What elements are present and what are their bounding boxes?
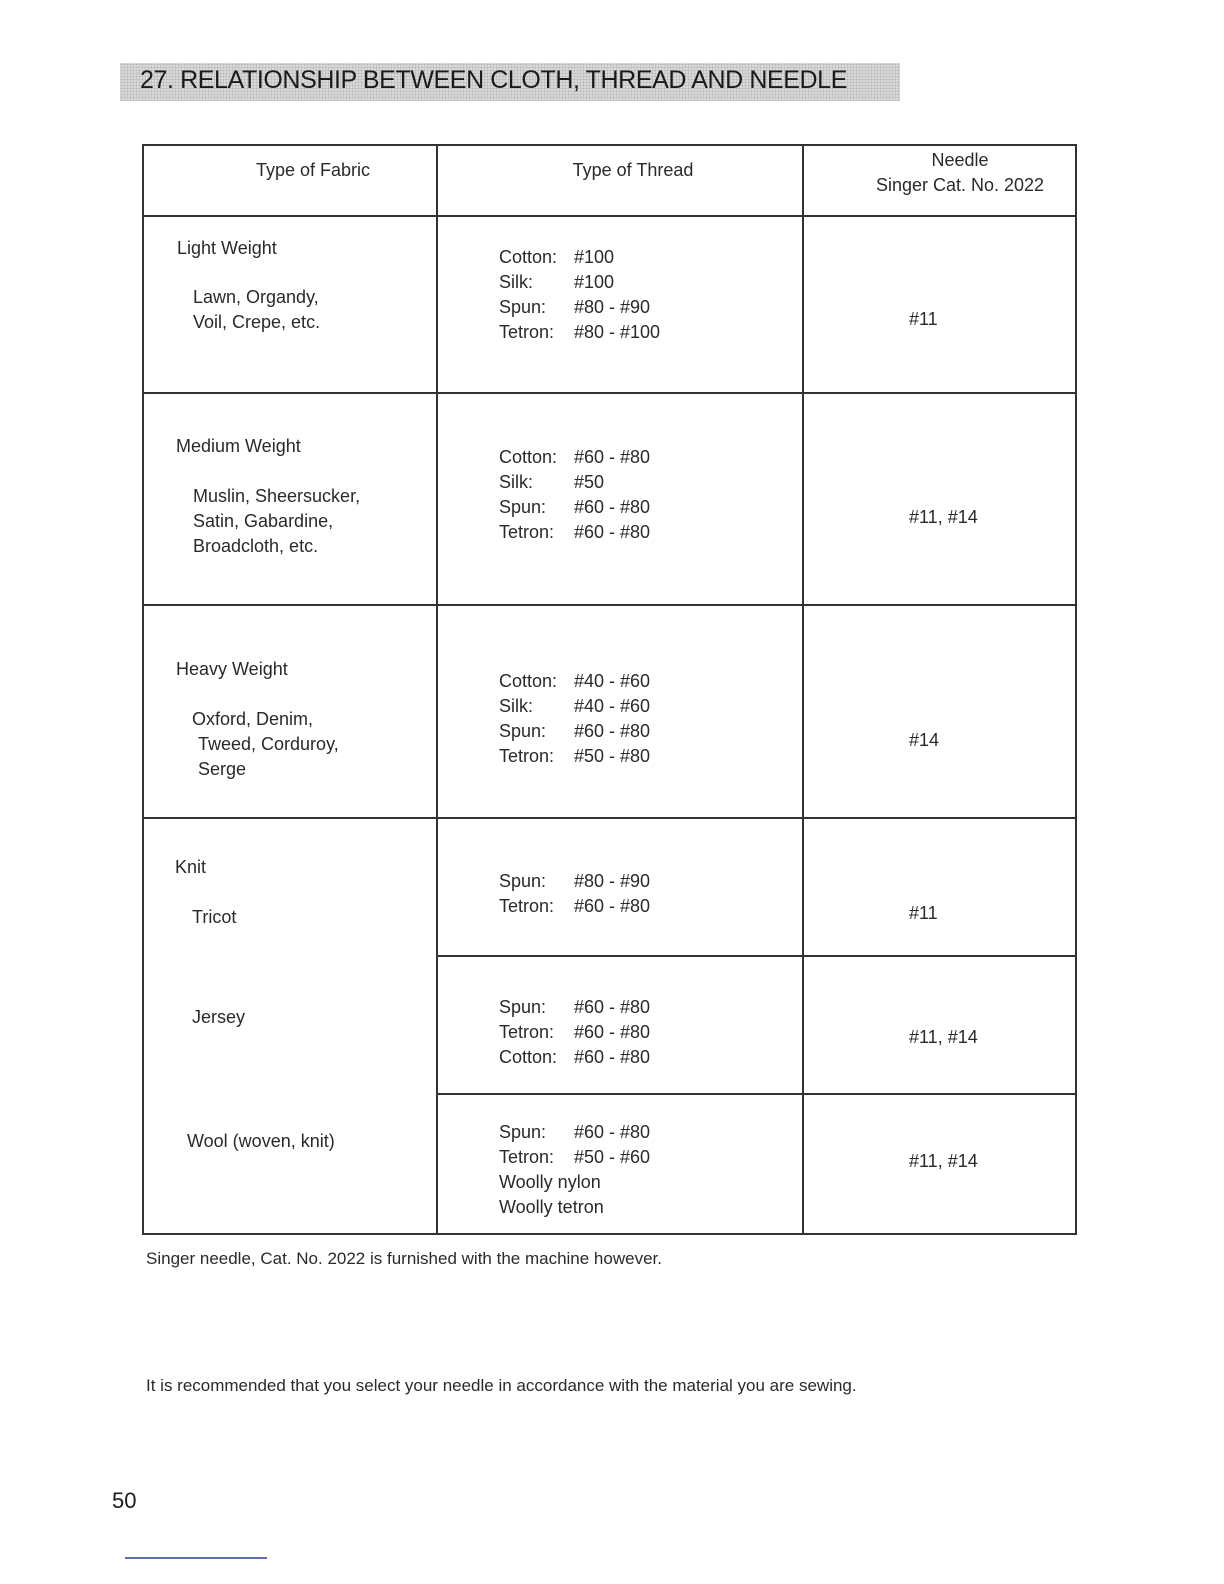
thread-row: [499, 445, 650, 470]
column-divider-1: [436, 144, 438, 1235]
header-needle-title: Needle: [931, 150, 989, 170]
needle-wool: #11, #14: [909, 1151, 978, 1171]
thread-row: [499, 694, 650, 719]
category-knit: Knit: [175, 857, 207, 877]
thread-size: #100: [574, 247, 615, 267]
table-border-left: [142, 144, 144, 1235]
needle-medium: #11, #14: [909, 507, 978, 527]
thread-type: Cotton:: [499, 1047, 558, 1067]
thread-type: Silk:: [499, 696, 534, 716]
row-divider-heavy: [142, 817, 1077, 819]
thread-list-tricot: [499, 869, 650, 919]
thread-list-light: [499, 245, 660, 345]
thread-row: [499, 1170, 650, 1195]
thread-size: #60 - #80: [574, 1122, 651, 1142]
thread-size: #60 - #80: [574, 447, 651, 467]
thread-type: Spun:: [499, 871, 547, 891]
thread-size: #100: [574, 272, 615, 292]
fabric-heavy-3: Serge: [198, 759, 247, 779]
thread-row: [499, 995, 650, 1020]
thread-size: #80 - #90: [574, 297, 651, 317]
thread-size: #60 - #80: [574, 997, 651, 1017]
thread-type: Tetron:: [499, 322, 555, 342]
thread-row: [499, 894, 650, 919]
thread-type: Tetron:: [499, 522, 555, 542]
thread-list-wool: [499, 1120, 650, 1220]
thread-row: [499, 1120, 650, 1145]
needle-tricot: #11: [909, 903, 938, 923]
thread-row: [499, 320, 660, 345]
thread-row: [499, 1195, 650, 1220]
link-underline: [125, 1557, 267, 1559]
thread-row: [499, 270, 660, 295]
thread-row: [499, 744, 650, 769]
fabric-jersey: Jersey: [192, 1007, 246, 1027]
thread-type: Spun:: [499, 297, 547, 317]
category-medium-weight: Medium Weight: [176, 436, 301, 456]
thread-row: [499, 1145, 650, 1170]
header-needle-catalog: Singer Cat. No. 2022: [875, 175, 1045, 195]
thread-size: #40 - #60: [574, 696, 651, 716]
thread-type: Cotton:: [499, 671, 558, 691]
fabric-light-1: Lawn, Organdy,: [193, 287, 319, 307]
header-thread: Type of Thread: [572, 160, 694, 180]
thread-list-medium: [499, 445, 650, 545]
thread-size: #50: [574, 472, 605, 492]
thread-type: Tetron:: [499, 896, 555, 916]
thread-type: Spun:: [499, 1122, 547, 1142]
thread-row: [499, 245, 660, 270]
thread-row: [499, 719, 650, 744]
thread-type: Tetron:: [499, 1147, 555, 1167]
row-divider-header: [142, 215, 1077, 217]
thread-size: #60 - #80: [574, 1047, 651, 1067]
recommendation-note: It is recommended that you select your needle in accordance with the material you are sewing.: [146, 1376, 857, 1395]
thread-type: Cotton:: [499, 247, 558, 267]
needle-jersey: #11, #14: [909, 1027, 978, 1047]
thread-size: #80 - #90: [574, 871, 651, 891]
fabric-heavy-1: Oxford, Denim,: [192, 709, 314, 729]
thread-row: [499, 470, 650, 495]
needle-light: #11: [909, 309, 938, 329]
thread-row: [499, 1020, 650, 1045]
thread-size: #40 - #60: [574, 671, 651, 691]
fabric-heavy-2: Tweed, Corduroy,: [198, 734, 339, 754]
thread-size: #60 - #80: [574, 896, 651, 916]
thread-row: [499, 520, 650, 545]
thread-row: [499, 869, 650, 894]
thread-type: Spun:: [499, 721, 547, 741]
thread-type: Cotton:: [499, 447, 558, 467]
thread-type: Woolly tetron: [499, 1197, 604, 1217]
thread-size: #50 - #80: [574, 746, 651, 766]
row-divider-tricot: [436, 955, 1077, 957]
thread-type: Tetron:: [499, 1022, 555, 1042]
category-heavy-weight: Heavy Weight: [176, 659, 288, 679]
row-divider-jersey: [436, 1093, 1077, 1095]
fabric-tricot: Tricot: [192, 907, 237, 927]
thread-size: #60 - #80: [574, 497, 651, 517]
fabric-wool: Wool (woven, knit): [187, 1131, 335, 1151]
thread-row: [499, 295, 660, 320]
row-divider-light: [142, 392, 1077, 394]
thread-size: #60 - #80: [574, 1022, 651, 1042]
thread-size: #50 - #60: [574, 1147, 651, 1167]
row-divider-medium: [142, 604, 1077, 606]
table-border-right: [1075, 144, 1077, 1235]
header-fabric: Type of Fabric: [255, 160, 371, 180]
thread-type: Tetron:: [499, 746, 555, 766]
thread-row: [499, 1045, 650, 1070]
fabric-medium-3: Broadcloth, etc.: [193, 536, 319, 556]
furnished-needle-note: Singer needle, Cat. No. 2022 is furnished with the machine however.: [146, 1249, 662, 1268]
category-light-weight: Light Weight: [177, 238, 277, 258]
thread-list-jersey: [499, 995, 650, 1070]
column-divider-2: [802, 144, 804, 1235]
thread-type: Woolly nylon: [499, 1172, 601, 1192]
thread-size: #60 - #80: [574, 522, 651, 542]
thread-type: Silk:: [499, 272, 534, 292]
page-number: 50: [112, 1488, 137, 1513]
thread-row: [499, 669, 650, 694]
fabric-medium-1: Muslin, Sheersucker,: [193, 486, 361, 506]
thread-row: [499, 495, 650, 520]
thread-type: Spun:: [499, 497, 547, 517]
thread-type: Silk:: [499, 472, 534, 492]
thread-list-heavy: [499, 669, 650, 769]
section-title: 27. RELATIONSHIP BETWEEN CLOTH, THREAD AND NEEDLE: [140, 66, 847, 94]
table-border-top: [142, 144, 1077, 146]
fabric-light-2: Voil, Crepe, etc.: [193, 312, 321, 332]
needle-heavy: #14: [909, 730, 940, 750]
fabric-medium-2: Satin, Gabardine,: [193, 511, 334, 531]
thread-size: #80 - #100: [574, 322, 661, 342]
thread-size: #60 - #80: [574, 721, 651, 741]
table-border-bottom: [142, 1233, 1077, 1235]
thread-type: Spun:: [499, 997, 547, 1017]
